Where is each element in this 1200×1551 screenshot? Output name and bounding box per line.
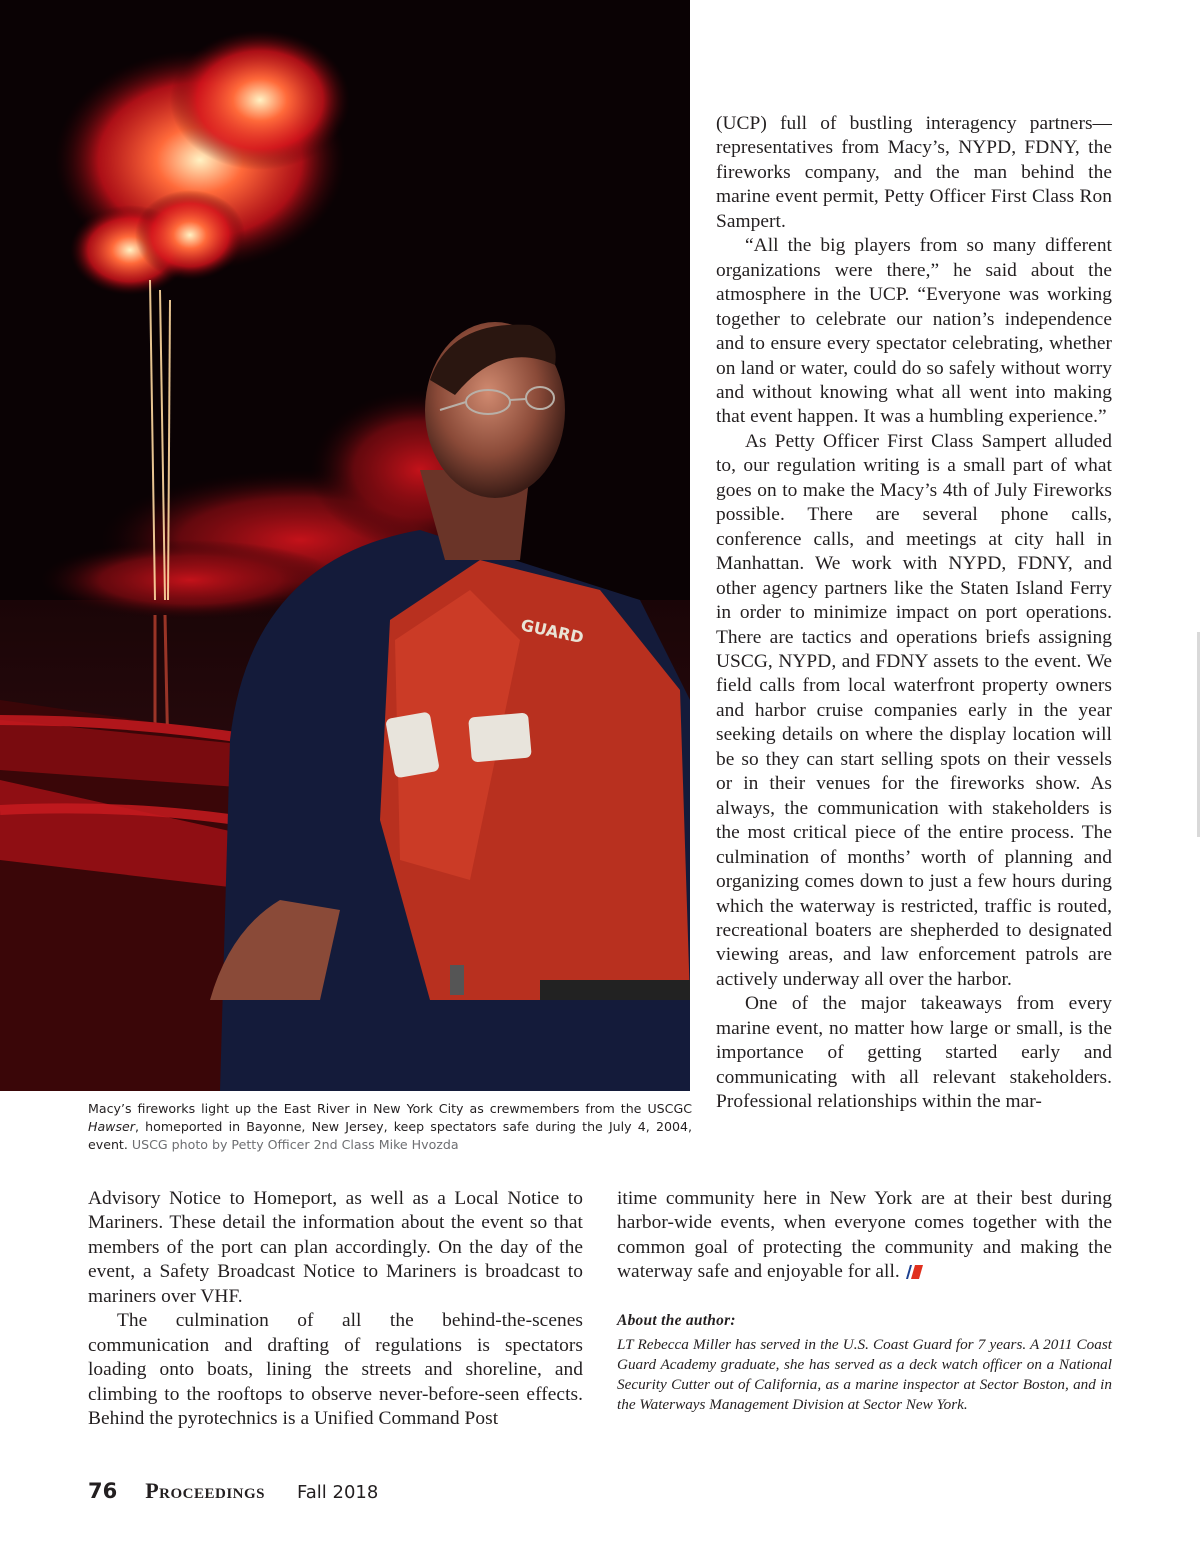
- caption-text: Macy’s fireworks light up the East River in New York City as crewmembers from the USCGC: [88, 1101, 692, 1116]
- page-number: 76: [88, 1479, 118, 1503]
- body-paragraph: “All the big players from so many different organizations were there,” he said about the atmosphere in the UCP. “Everyone was working together to celebrate our nation’s independence and to ensure every spectator celebrating, whether on land or water, could do so safely without worry and without knowing what all went into making that event happen. It was a humbling experience.”: [716, 235, 1112, 428]
- caption-vessel-name: Hawser: [88, 1119, 135, 1134]
- article-right-bottom: [617, 1187, 1112, 1287]
- caption-text-continued: , homeported in Bayonne, New Jersey, keep spectators safe during the July 4, 2004, event.: [88, 1119, 692, 1152]
- photo-credit: USCG photo by Petty Officer 2nd Class Mike Hvozda: [127, 1137, 459, 1152]
- vest-text: GUARD: [519, 615, 586, 648]
- about-author-text: LT Rebecca Miller has served in the U.S. Coast Guard for 7 years. A 2011 Coast Guard Academy graduate, she has served as a deck watch officer on a National Security Cutter out of California, as a marine inspector at Sector Boston, and in the Waterways Management Division at Sector New York.: [617, 1336, 1112, 1413]
- about-author: [617, 1311, 1112, 1415]
- fireworks-photo-illustration: [0, 0, 690, 1091]
- body-paragraph-end: itime community here in New York are at their best during harbor-wide events, when everyone comes together with the common goal of protecting the community and making the waterway safe and enjoyable for all.: [617, 1188, 1112, 1283]
- page-footer: [88, 1478, 378, 1508]
- magazine-title: Proceedings: [145, 1478, 266, 1503]
- article-right-column: [716, 112, 1112, 1115]
- issue-date: Fall 2018: [297, 1482, 379, 1503]
- end-mark-icon: [903, 1262, 923, 1286]
- body-paragraph: (UCP) full of bustling interagency partners—representatives from Macy’s, NYPD, FDNY, the fireworks company, and the man behind the marine event permit, Petty Officer First Class Ron Sampert.: [716, 113, 1112, 232]
- body-paragraph: Advisory Notice to Homeport, as well as a Local Notice to Mariners. These detail the information about the event so that members of the port can plan accordingly. On the day of the event, a Safety Broadcast Notice to Mariners is broadcast to mariners over VHF.: [88, 1188, 583, 1307]
- body-paragraph: As Petty Officer First Class Sampert alluded to, our regulation writing is a small part of what goes on to make the Macy’s 4th of July Fireworks possible. There are several phone calls, conference calls, and meetings at city hall in Manhattan. We work with NYPD, FDNY, and other agency partners like the Staten Island Ferry in order to minimize impact on port operations. There are tactics and operations briefs assigning USCG, NYPD, and FDNY assets to the event. We field calls from local waterfront property owners and harbor cruise companies early in the year seeking details on where the display location will be so they can start selling spots on their vessels or in their venues for the fireworks show. As always, the communication with stakeholders is the most critical piece of the entire process. The culmination of months’ worth of planning and organizing comes down to just a few hours during which the waterway is restricted, traffic is routed, recreational boaters are shepherded to designated viewing areas, and law enforcement patrols are actively underway all over the harbor.: [716, 430, 1112, 990]
- body-paragraph: One of the major takeaways from every marine event, no matter how large or small, is the importance of getting started early and communicating with all relevant stakeholders. Professional relationships within the mar-: [716, 993, 1112, 1113]
- body-paragraph: The culmination of all the behind-the-scenes communication and drafting of regulations is spectators loading onto boats, lining the streets and shoreline, and climbing to the rooftops to observe never-before-seen effects. Behind the pyrotechnics is a Unified Command Post: [88, 1310, 583, 1430]
- article-photo: [0, 0, 690, 1091]
- article-left-column: [88, 1187, 583, 1432]
- about-author-heading: About the author:: [617, 1312, 736, 1329]
- photo-caption: [88, 1100, 692, 1154]
